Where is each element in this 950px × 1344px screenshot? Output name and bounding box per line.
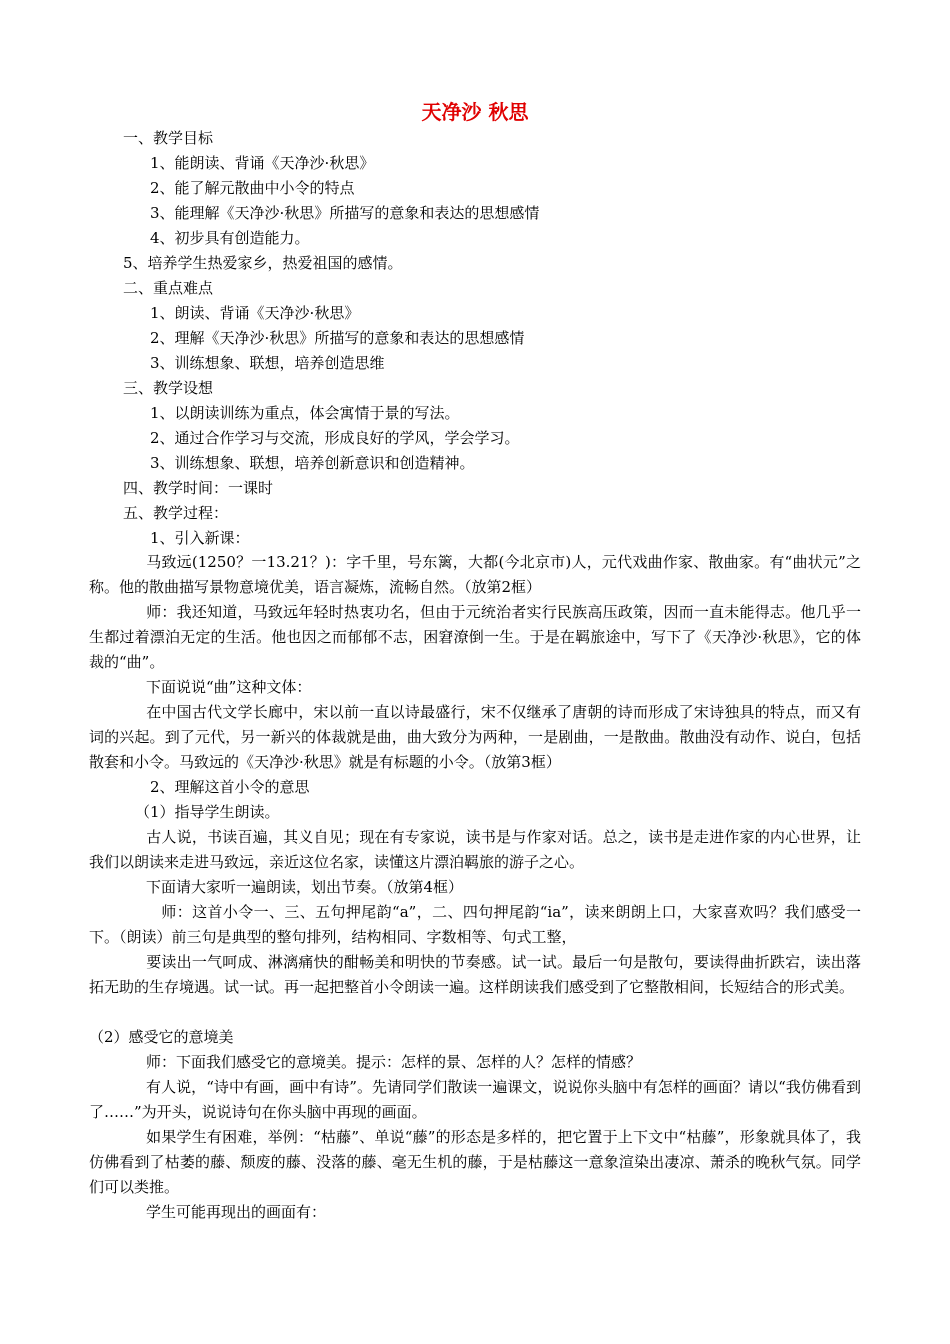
step-heading: 1、引入新课： [150, 529, 250, 547]
paragraph: 师：我还知道，马致远年轻时热衷功名，但由于元统治者实行民族高压政策，因而一直未能得志。他几乎一生都过着漂泊无定的生活。他也因之而郁郁不志，困窘潦倒一生。于是在羁旅途中，写下了《天净沙·秋思》，它的体裁的“曲”。 [89, 603, 861, 671]
key-item: 3、训练想象、联想，培养创造思维 [150, 354, 385, 372]
paragraph: 师：下面我们感受它的意境美。提示：怎样的景、怎样的人？怎样的情感？ [146, 1053, 642, 1071]
sub-heading: （1）指导学生朗读。 [135, 803, 280, 821]
paragraph: 马致远(1250？一13.21？)：字千里，号东篱，大都(今北京市)人，元代戏曲作家、散曲家。有“曲状元”之称。他的散曲描写景物意境优美，语言凝炼，流畅自然。（放第2框） [89, 553, 861, 596]
goal-item: 2、能了解元散曲中小令的特点 [150, 179, 355, 197]
paragraph: 有人说，“诗中有画，画中有诗”。先请同学们散读一遍课文，说说你头脑中有怎样的画面？请以“我仿佛看到了……”为开头，说说诗句在你头脑中再现的画面。 [89, 1078, 861, 1121]
design-item: 1、以朗读训练为重点，体会寓情于景的写法。 [150, 404, 460, 422]
sub-heading: （2）感受它的意境美 [89, 1028, 234, 1046]
step-heading: 2、理解这首小令的意思 [150, 778, 310, 796]
paragraph: 学生可能再现出的画面有： [146, 1203, 327, 1221]
paragraph: 下面请大家听一遍朗读，划出节奏。（放第4框） [146, 878, 464, 896]
key-item: 1、朗读、背诵《天净沙·秋思》 [150, 304, 360, 322]
section-heading-process: 五、教学过程： [123, 504, 229, 522]
paragraph: 下面说说“曲”这种文体： [146, 678, 312, 696]
section-heading-key: 二、重点难点 [123, 279, 214, 297]
goal-item: 1、能朗读、背诵《天净沙·秋思》 [150, 154, 375, 172]
goal-item: 3、能理解《天净沙·秋思》所描写的意象和表达的思想感情 [150, 204, 540, 222]
paragraph: 古人说，书读百遍，其义自见；现在有专家说，读书是与作家对话。总之，读书是走进作家的内心世界，让我们以朗读来走进马致远，亲近这位名家，读懂这片漂泊羁旅的游子之心。 [89, 828, 861, 871]
paragraph: 要读出一气呵成、淋漓痛快的酣畅美和明快的节奏感。试一试。最后一句是散句，要读得曲折跌宕，读出落拓无助的生存境遇。试一试。再一起把整首小令朗读一遍。这样朗读我们感受到了它整散相间，长短结合的形式美。 [89, 953, 861, 996]
design-item: 2、通过合作学习与交流，形成良好的学风，学会学习。 [150, 429, 520, 447]
section-heading-design: 三、教学设想 [123, 379, 214, 397]
section-time: 四、教学时间：一课时 [123, 479, 274, 497]
paragraph: 在中国古代文学长廊中，宋以前一直以诗最盛行，宋不仅继承了唐朝的诗而形成了宋诗独具的特点，而又有词的兴起。到了元代，另一新兴的体裁就是曲，曲大致分为两种，一是剧曲，一是散曲。散曲没有动作、说白，包括散套和小令。马致远的《天净沙·秋思》就是有标题的小令。（放第3框） [89, 703, 861, 771]
section-heading-goals: 一、教学目标 [123, 129, 214, 147]
paragraph: 如果学生有困难，举例：“枯藤”、单说“藤”的形态是多样的，把它置于上下文中“枯藤”，形象就具体了，我仿佛看到了枯萎的藤、颓废的藤、没落的藤、毫无生机的藤，于是枯藤这一意象渲染出凄凉、萧杀的晚秋气氛。同学们可以类推。 [89, 1128, 861, 1196]
design-item: 3、训练想象、联想，培养创新意识和创造精神。 [150, 454, 475, 472]
goal-item: 5、培养学生热爱家乡，热爱祖国的感情。 [123, 254, 403, 272]
paragraph: 师：这首小令一、三、五句押尾韵“a”，二、四句押尾韵“ia”，读来朗朗上口，大家喜欢吗？我们感受一下。（朗读）前三句是典型的整句排列，结构相同、字数相等、句式工整， [89, 903, 861, 946]
document-title: 天净沙 秋思 [421, 100, 529, 124]
key-item: 2、理解《天净沙·秋思》所描写的意象和表达的思想感情 [150, 329, 525, 347]
goal-item: 4、初步具有创造能力。 [150, 229, 310, 247]
